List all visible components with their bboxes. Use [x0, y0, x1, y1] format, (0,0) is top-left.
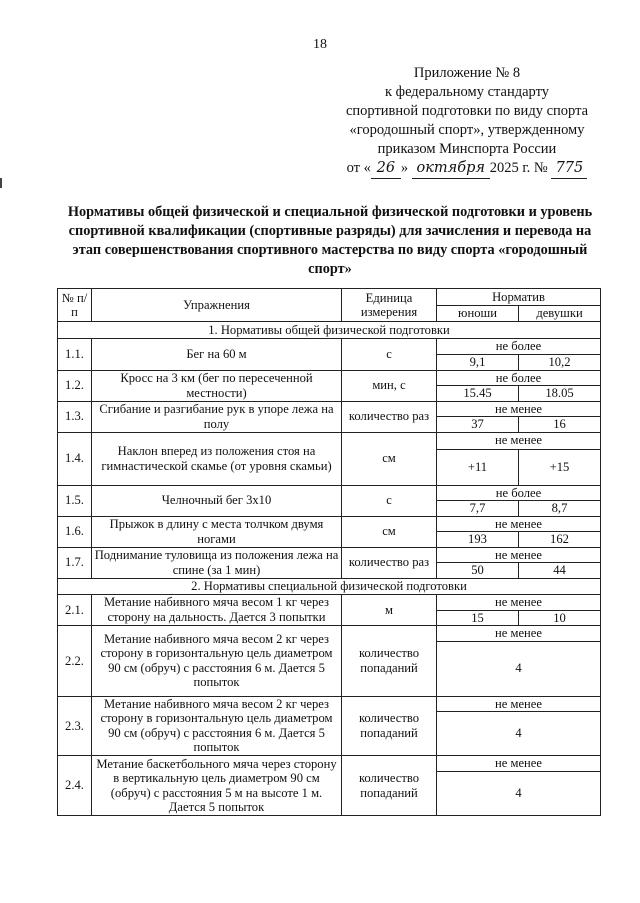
order-day: 26 — [371, 159, 401, 179]
order-number: 775 — [551, 159, 587, 179]
unit-cell: количество попаданий — [342, 626, 437, 697]
norm-boys: 193 — [437, 532, 519, 548]
unit-cell: см — [342, 432, 437, 485]
norm-boys: 15.45 — [437, 386, 519, 402]
row-number: 1.6. — [58, 516, 92, 547]
norm-girls: +15 — [519, 449, 601, 485]
norm-qualifier: не менее — [437, 516, 601, 532]
exercise-name: Прыжок в длину с места толчком двумя ногами — [92, 516, 342, 547]
header-exercise: Упражнения — [92, 289, 342, 322]
norm-girls: 10 — [519, 610, 601, 626]
unit-cell: количество раз — [342, 401, 437, 432]
norm-girls: 16 — [519, 417, 601, 433]
exercise-name: Метание баскетбольного мяча через сторону в вертикальную цель диаметром 90 см (обруч) с расстояния 5 м на высоте 1 м. Дается 5 попыток — [92, 756, 342, 816]
row-number: 1.5. — [58, 485, 92, 516]
order-prefix: от « — [346, 160, 371, 176]
norm-value: 4 — [437, 712, 601, 756]
row-number: 1.4. — [58, 432, 92, 485]
norm-boys: 15 — [437, 610, 519, 626]
order-line — [332, 159, 602, 179]
unit-cell: количество попаданий — [342, 696, 437, 756]
norm-qualifier: не менее — [437, 594, 601, 610]
exercise-name: Сгибание и разгибание рук в упоре лежа на полу — [92, 401, 342, 432]
norm-qualifier: не менее — [437, 547, 601, 563]
row-number: 2.2. — [58, 626, 92, 697]
appendix-line: «городошный спорт», утвержденному — [349, 122, 585, 138]
exercise-name: Метание набивного мяча весом 1 кг через сторону на дальность. Дается 3 попытки — [92, 594, 342, 626]
row-number: 2.1. — [58, 594, 92, 626]
norms-table — [57, 288, 601, 816]
exercise-name: Бег на 60 м — [92, 339, 342, 371]
unit-cell: мин, с — [342, 370, 437, 401]
norm-qualifier: не менее — [437, 432, 601, 449]
unit-cell: с — [342, 339, 437, 371]
norm-boys: 9,1 — [437, 355, 519, 371]
document-title: Нормативы общей физической и специальной физической подготовки и уровень спортивной квалификации (спортивные разряды) для зачисления и перевода на этап совершенствования спортивного мастерства по виду спорта «городошный спорт» — [67, 204, 593, 277]
exercise-name: Метание набивного мяча весом 2 кг через сторону в горизонтальную цель диаметром 90 см (обруч) с расстояния 6 м. Дается 5 попыток — [92, 696, 342, 756]
norm-qualifier: не менее — [437, 756, 601, 772]
exercise-name: Челночный бег 3x10 — [92, 485, 342, 516]
appendix-line: спортивной подготовки по виду спорта — [345, 103, 589, 119]
norm-qualifier: не менее — [437, 626, 601, 642]
norm-girls: 18.05 — [519, 386, 601, 402]
unit-cell: количество попаданий — [342, 756, 437, 816]
row-number: 1.1. — [58, 339, 92, 371]
header-girls: девушки — [519, 306, 601, 322]
section-2-heading: 2. Нормативы специальной физической подготовки — [58, 578, 601, 594]
norm-boys: +11 — [437, 449, 519, 485]
norm-qualifier: не более — [437, 485, 601, 501]
exercise-name: Метание набивного мяча весом 2 кг через сторону в горизонтальную цель диаметром 90 см (обруч) с расстояния 6 м. Дается 5 попыток — [92, 626, 342, 697]
norm-value: 4 — [437, 641, 601, 696]
appendix-line: к федеральному стандарту — [385, 84, 549, 100]
norm-boys: 37 — [437, 417, 519, 433]
norm-value: 4 — [437, 772, 601, 816]
row-number: 2.3. — [58, 696, 92, 756]
row-number: 1.3. — [58, 401, 92, 432]
norm-girls: 44 — [519, 563, 601, 579]
scan-edge-mark — [0, 178, 2, 188]
row-number: 1.2. — [58, 370, 92, 401]
norm-girls: 10,2 — [519, 355, 601, 371]
order-mid: » — [400, 160, 409, 176]
exercise-name: Наклон вперед из положения стоя на гимнастической скамье (от уровня скамьи) — [92, 432, 342, 485]
exercise-name: Кросс на 3 км (бег по пересеченной местности) — [92, 370, 342, 401]
exercise-name: Поднимание туловища из положения лежа на спине (за 1 мин) — [92, 547, 342, 578]
unit-cell: см — [342, 516, 437, 547]
header-num: № п/п — [58, 289, 92, 322]
section-1-heading: 1. Нормативы общей физической подготовки — [58, 322, 601, 339]
norm-boys: 50 — [437, 563, 519, 579]
row-number: 1.7. — [58, 547, 92, 578]
norm-boys: 7,7 — [437, 501, 519, 517]
norm-qualifier: не менее — [437, 696, 601, 712]
appendix-line: Приложение № 8 — [413, 65, 521, 81]
unit-cell: с — [342, 485, 437, 516]
norm-girls: 162 — [519, 532, 601, 548]
appendix-header — [332, 64, 602, 179]
unit-cell: количество раз — [342, 547, 437, 578]
norm-girls: 8,7 — [519, 501, 601, 517]
header-unit: Единица измерения — [342, 289, 437, 322]
order-month: октября — [412, 159, 490, 179]
norm-qualifier: не менее — [437, 401, 601, 417]
order-year: 2025 г. № — [489, 160, 548, 176]
unit-cell: м — [342, 594, 437, 626]
page-number: 18 — [313, 37, 327, 52]
norm-qualifier: не более — [437, 370, 601, 386]
header-norm: Норматив — [437, 289, 601, 306]
norm-qualifier: не более — [437, 339, 601, 355]
row-number: 2.4. — [58, 756, 92, 816]
appendix-line: приказом Минспорта России — [377, 141, 557, 157]
header-boys: юноши — [437, 306, 519, 322]
